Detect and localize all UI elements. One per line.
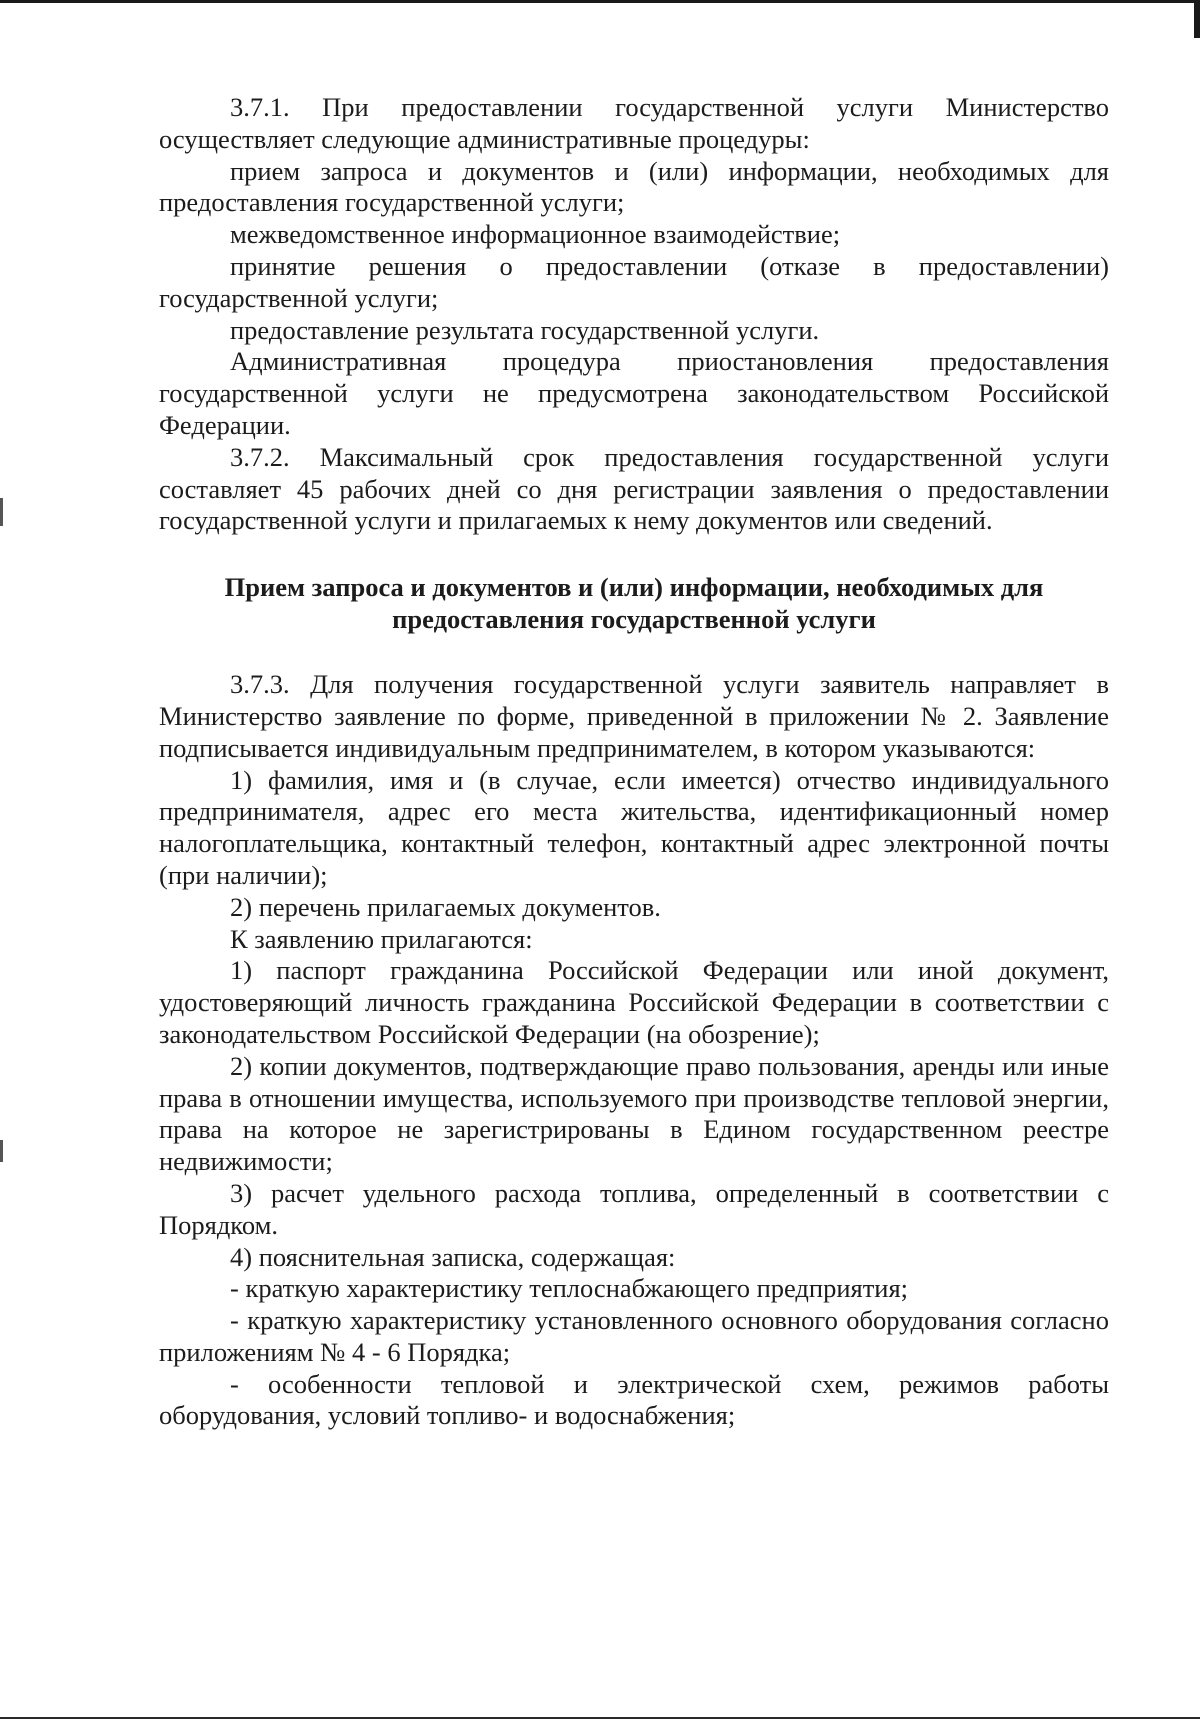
- paragraph: Административная процедура приостановления предоставления государственной услуги не предусмотрена законодательством Российской Федерации.: [159, 346, 1109, 440]
- paragraph: 4) пояснительная записка, содержащая:: [230, 1241, 676, 1272]
- scan-edge-top: [0, 0, 1200, 3]
- section-heading: Прием запроса и документов и (или) информации, необходимых для предоставления государственной услуги: [224, 572, 1044, 635]
- document-body: [159, 92, 1109, 1432]
- paragraph: 2) перечень прилагаемых документов.: [230, 891, 661, 922]
- paragraph: 2) копии документов, подтверждающие право пользования, аренды или иные права в отношении имущества, используемого при производстве тепловой энергии, права на которое не зарегистрированы в Едином государственном реестре недвижимости;: [159, 1050, 1109, 1177]
- paragraph: - краткую характеристику установленного основного оборудования согласно приложениям № 4 - 6 Порядка;: [159, 1305, 1109, 1367]
- scan-edge-right: [1194, 0, 1200, 38]
- paragraph: К заявлению прилагаются:: [230, 923, 533, 954]
- paragraph: 3.7.2. Максимальный срок предоставления государственной услуги составляет 45 рабочих дней со дня регистрации заявления о предоставлении государственной услуги и прилагаемых к нему документов или сведений.: [159, 441, 1109, 536]
- paragraph: принятие решения о предоставлении (отказе в предоставлении) государственной услуги;: [159, 250, 1109, 313]
- paragraph: 3.7.1. При предоставлении государственной услуги Министерство осуществляет следующие административные процедуры:: [159, 92, 1109, 154]
- paragraph: предоставление результата государственной услуги.: [230, 314, 820, 345]
- paragraph: 1) паспорт гражданина Российской Федерации или иной документ, удостоверяющий личность гражданина Российской Федерации в соответствии с законодательством Российской Федерации (на обозрение);: [159, 955, 1109, 1049]
- paragraph: межведомственное информационное взаимодействие;: [230, 219, 841, 250]
- paragraph: 1) фамилия, имя и (в случае, если имеется) отчество индивидуального предпринимателя, адрес его места жительства, идентификационный номер налогоплательщика, контактный телефон, контактный адрес электронной почты (при наличии);: [159, 764, 1109, 890]
- paragraph: 3.7.3. Для получения государственной услуги заявитель направляет в Министерство заявление по форме, приведенной в приложении № 2. Заявление подписывается индивидуальным предпринимателем, в котором указываются:: [159, 669, 1109, 763]
- paragraph: - краткую характеристику теплоснабжающего предприятия;: [230, 1273, 909, 1304]
- scan-mark-left: [0, 498, 3, 526]
- scan-mark-left: [0, 1140, 3, 1162]
- paragraph: прием запроса и документов и (или) информации, необходимых для предоставления государственной услуги;: [159, 155, 1109, 218]
- paragraph: 3) расчет удельного расхода топлива, определенный в соответствии с Порядком.: [159, 1177, 1109, 1240]
- paragraph: - особенности тепловой и электрической схем, режимов работы оборудования, условий топливо- и водоснабжения;: [159, 1368, 1109, 1431]
